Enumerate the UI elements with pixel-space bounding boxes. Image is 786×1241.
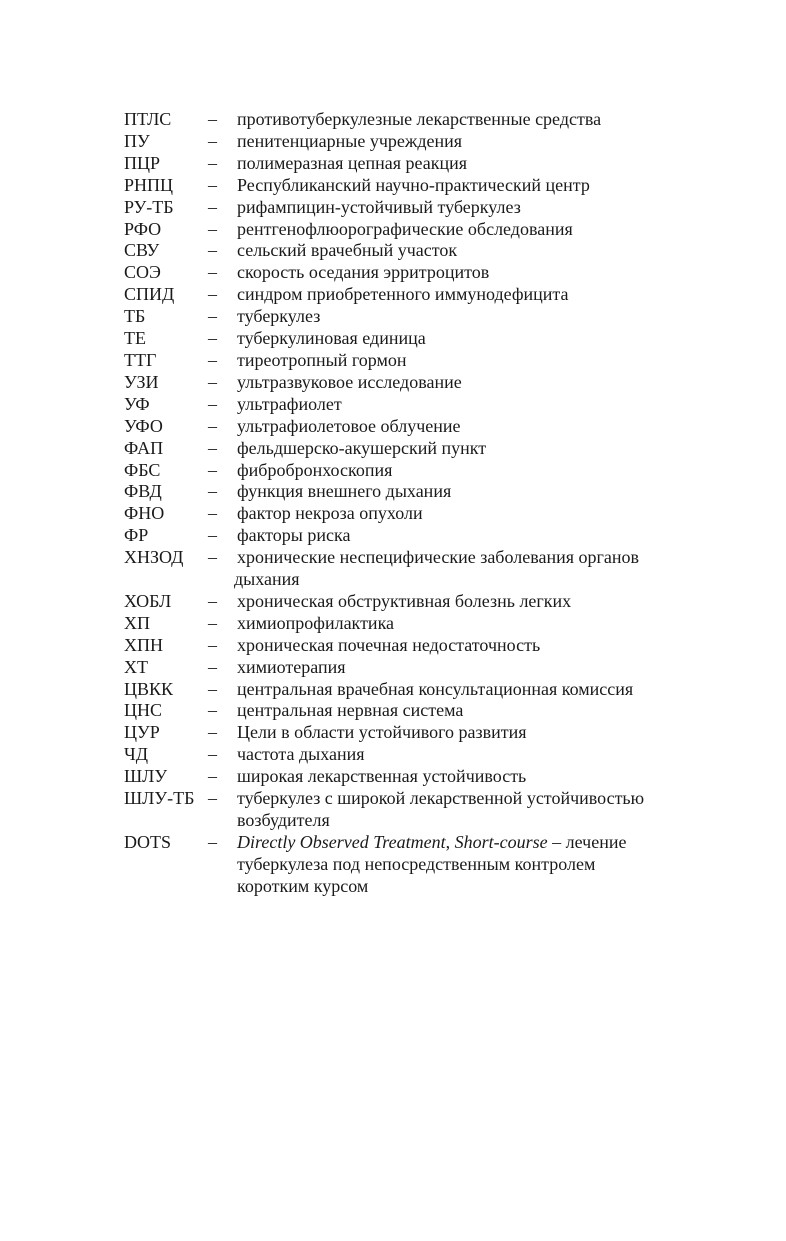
definition-line: ультрафиолет bbox=[237, 393, 342, 414]
dash-separator: – bbox=[208, 328, 217, 349]
abbreviation-entry bbox=[124, 328, 694, 350]
abbreviation-entry bbox=[124, 613, 694, 635]
abbreviation-definition bbox=[237, 460, 694, 482]
abbreviation-definition bbox=[237, 832, 694, 898]
abbreviation-definition bbox=[237, 679, 694, 701]
abbreviation-definition bbox=[237, 197, 694, 219]
abbreviation-definition bbox=[237, 219, 694, 241]
definition-line: пенитенциарные учреждения bbox=[237, 130, 463, 151]
abbreviation-entry bbox=[124, 394, 694, 416]
definition-line: рифампицин-устойчивый туберкулез bbox=[237, 196, 521, 217]
abbreviation-term: СПИД bbox=[124, 284, 175, 305]
abbreviation-definition bbox=[234, 547, 694, 591]
abbreviation-entry bbox=[124, 109, 694, 131]
abbreviation-definition bbox=[237, 766, 694, 788]
dash-separator: – bbox=[208, 240, 217, 261]
dash-separator: – bbox=[208, 262, 217, 283]
abbreviation-definition bbox=[237, 175, 694, 197]
abbreviation-entry bbox=[124, 240, 694, 262]
dash-separator: – bbox=[208, 437, 217, 458]
abbreviation-entry bbox=[124, 284, 694, 306]
definition-line: скорость оседания эрритроцитов bbox=[237, 262, 490, 283]
abbreviation-entry bbox=[124, 219, 694, 241]
abbreviation-definition bbox=[237, 394, 694, 416]
abbreviation-entry bbox=[124, 372, 694, 394]
abbreviation-term: ФБС bbox=[124, 459, 161, 480]
definition-line: туберкулез bbox=[237, 306, 321, 327]
abbreviation-definition bbox=[237, 657, 694, 679]
definition-line: широкая лекарственная устойчивость bbox=[237, 766, 527, 787]
abbreviation-term: DOTS bbox=[124, 831, 172, 852]
abbreviation-term: ХПН bbox=[124, 634, 163, 655]
abbreviation-term: ЦНС bbox=[124, 700, 163, 721]
abbreviation-definition bbox=[237, 591, 694, 613]
definition-line: фактор некроза опухоли bbox=[237, 503, 423, 524]
dash-separator: – bbox=[208, 656, 217, 677]
definition-line: центральная нервная система bbox=[237, 700, 464, 721]
abbreviation-definition bbox=[237, 372, 694, 394]
dash-separator: – bbox=[208, 481, 217, 502]
definition-line: химиопрофилактика bbox=[237, 612, 395, 633]
dash-separator: – bbox=[208, 130, 217, 151]
english-term-italic: Directly Observed Treatment bbox=[237, 831, 446, 852]
abbreviation-term: ФНО bbox=[124, 503, 165, 524]
definition-line: ультрафиолетовое облучение bbox=[237, 415, 461, 436]
dash-separator: – bbox=[208, 590, 217, 611]
abbreviation-term: ФР bbox=[124, 525, 149, 546]
abbreviation-definition bbox=[237, 481, 694, 503]
dash-separator: – bbox=[208, 831, 217, 852]
abbreviation-definition bbox=[237, 525, 694, 547]
dash-separator: – bbox=[208, 503, 217, 524]
definition-line: факторы риска bbox=[237, 525, 351, 546]
abbreviation-entry bbox=[124, 350, 694, 372]
abbreviation-entry bbox=[124, 722, 694, 744]
dash-separator: – bbox=[208, 525, 217, 546]
definition-line: синдром приобретенного иммунодефицита bbox=[237, 284, 569, 305]
definition-line: Цели в области устойчивого развития bbox=[237, 722, 527, 743]
definition-continuation: возбудителя bbox=[237, 810, 330, 830]
abbreviation-term: ЦВКК bbox=[124, 678, 174, 699]
abbreviation-entry bbox=[124, 744, 694, 766]
abbreviation-definition bbox=[237, 438, 694, 460]
abbreviation-entry bbox=[124, 547, 694, 591]
definition-line: центральная врачебная консультационная комиссия bbox=[237, 678, 634, 699]
abbreviation-term: ЧД bbox=[124, 744, 148, 765]
abbreviation-entry bbox=[124, 262, 694, 284]
abbreviation-term: ФАП bbox=[124, 437, 164, 458]
abbreviation-definition bbox=[237, 153, 694, 175]
abbreviation-definition bbox=[237, 613, 694, 635]
definition-line: фельдшерско-акушерский пункт bbox=[237, 437, 487, 458]
dash-separator: – bbox=[208, 612, 217, 633]
comma-separator: , bbox=[445, 831, 455, 852]
abbreviation-definition bbox=[237, 722, 694, 744]
definition-continuation: дыхания bbox=[234, 569, 300, 590]
abbreviation-term: ПУ bbox=[124, 130, 150, 151]
abbreviation-definition bbox=[237, 350, 694, 372]
abbreviation-definition bbox=[237, 131, 694, 153]
abbreviation-term: УФО bbox=[124, 415, 163, 436]
dash-separator: – bbox=[208, 415, 217, 436]
dash-separator: – bbox=[208, 196, 217, 217]
abbreviation-definition bbox=[237, 635, 694, 657]
dash-separator: – bbox=[208, 634, 217, 655]
dash-separator: – bbox=[208, 152, 217, 173]
abbreviation-entry bbox=[124, 131, 694, 153]
abbreviation-definition bbox=[237, 744, 694, 766]
abbreviation-term: ТБ bbox=[124, 306, 146, 327]
abbreviation-term: ЦУР bbox=[124, 722, 160, 743]
abbreviation-term: ШЛУ-ТБ bbox=[124, 788, 195, 809]
abbreviation-term: ХТ bbox=[124, 656, 148, 677]
definition-line: сельский врачебный участок bbox=[237, 240, 458, 261]
abbreviation-definition bbox=[237, 503, 694, 525]
dash-separator: – bbox=[208, 459, 217, 480]
abbreviation-term: ШЛУ bbox=[124, 766, 168, 787]
abbreviation-entry bbox=[124, 525, 694, 547]
dash-separator: – bbox=[208, 722, 217, 743]
abbreviation-entry bbox=[124, 591, 694, 613]
dash-separator: – bbox=[208, 218, 217, 239]
definition-line: туберкулиновая единица bbox=[237, 328, 426, 349]
abbreviation-definition bbox=[237, 306, 694, 328]
dash-separator: – bbox=[208, 109, 217, 129]
dash-separator: – bbox=[208, 174, 217, 195]
definition-continuation: коротким курсом bbox=[237, 875, 369, 896]
abbreviation-list bbox=[124, 109, 694, 898]
abbreviation-entry-dots bbox=[124, 832, 694, 898]
dash-separator: – bbox=[208, 547, 217, 568]
abbreviation-term: РНПЦ bbox=[124, 174, 174, 195]
abbreviation-definition bbox=[237, 328, 694, 350]
abbreviation-term: ХОБЛ bbox=[124, 590, 172, 611]
dash-separator: – bbox=[208, 700, 217, 721]
abbreviation-entry bbox=[124, 657, 694, 679]
definition-line: противотуберкулезные лекарственные средства bbox=[237, 109, 602, 129]
definition-line: туберкулез с широкой лекарственной устойчивостью bbox=[237, 788, 645, 809]
abbreviation-term: СОЭ bbox=[124, 262, 161, 283]
abbreviation-entry bbox=[124, 788, 694, 832]
abbreviation-term: РФО bbox=[124, 218, 162, 239]
abbreviation-entry bbox=[124, 438, 694, 460]
definition-line: хроническая обструктивная болезнь легких bbox=[237, 590, 572, 611]
definition-text: – лечение bbox=[547, 831, 627, 852]
definition-line: ультразвуковое исследование bbox=[237, 371, 462, 392]
abbreviation-entry bbox=[124, 416, 694, 438]
definition-line: Республиканский научно-практический центр bbox=[237, 174, 590, 195]
definition-line: полимеразная цепная реакция bbox=[237, 152, 468, 173]
dash-separator: – bbox=[208, 393, 217, 414]
abbreviation-term: ХП bbox=[124, 612, 150, 633]
abbreviation-definition bbox=[237, 284, 694, 306]
abbreviation-entry bbox=[124, 481, 694, 503]
dash-separator: – bbox=[208, 788, 217, 809]
dash-separator: – bbox=[208, 306, 217, 327]
abbreviation-term: ПЦР bbox=[124, 152, 161, 173]
definition-line: функция внешнего дыхания bbox=[237, 481, 452, 502]
definition-line: хроническая почечная недостаточность bbox=[237, 634, 541, 655]
abbreviation-term: СВУ bbox=[124, 240, 160, 261]
abbreviation-entry bbox=[124, 635, 694, 657]
english-term-italic: Short-course bbox=[454, 831, 548, 852]
abbreviation-term: ПТЛС bbox=[124, 109, 172, 129]
abbreviation-term: УФ bbox=[124, 393, 150, 414]
abbreviation-entry bbox=[124, 175, 694, 197]
abbreviation-definition bbox=[237, 416, 694, 438]
definition-line: химиотерапия bbox=[237, 656, 346, 677]
abbreviation-entry bbox=[124, 306, 694, 328]
definition-line: фибробронхоскопия bbox=[237, 459, 393, 480]
dash-separator: – bbox=[208, 678, 217, 699]
abbreviation-entry bbox=[124, 503, 694, 525]
definition-line: рентгенофлюорографические обследования bbox=[237, 218, 573, 239]
definition-line bbox=[237, 832, 626, 852]
abbreviation-term: ТТГ bbox=[124, 349, 157, 370]
abbreviation-definition bbox=[237, 262, 694, 284]
abbreviation-definition bbox=[237, 109, 694, 131]
definition-line: частота дыхания bbox=[237, 744, 365, 765]
definition-line: тиреотропный гормон bbox=[237, 349, 407, 370]
abbreviation-definition bbox=[237, 700, 694, 722]
dash-separator: – bbox=[208, 349, 217, 370]
dash-separator: – bbox=[208, 766, 217, 787]
abbreviation-term: ТЕ bbox=[124, 328, 146, 349]
dash-separator: – bbox=[208, 371, 217, 392]
abbreviation-term: РУ-ТБ bbox=[124, 196, 174, 217]
abbreviation-term: УЗИ bbox=[124, 371, 159, 392]
abbreviation-entry bbox=[124, 460, 694, 482]
abbreviation-definition bbox=[237, 788, 694, 832]
abbreviation-term: ХНЗОД bbox=[124, 547, 184, 568]
abbreviation-entry bbox=[124, 700, 694, 722]
definition-continuation: туберкулеза под непосредственным контролем bbox=[237, 853, 596, 874]
definition-line: хронические неспецифические заболевания органов bbox=[237, 547, 639, 568]
abbreviation-entry bbox=[124, 679, 694, 701]
abbreviation-entry bbox=[124, 153, 694, 175]
abbreviation-definition bbox=[237, 240, 694, 262]
dash-separator: – bbox=[208, 744, 217, 765]
abbreviation-term: ФВД bbox=[124, 481, 162, 502]
abbreviation-entry bbox=[124, 197, 694, 219]
abbreviation-entry bbox=[124, 766, 694, 788]
dash-separator: – bbox=[208, 284, 217, 305]
